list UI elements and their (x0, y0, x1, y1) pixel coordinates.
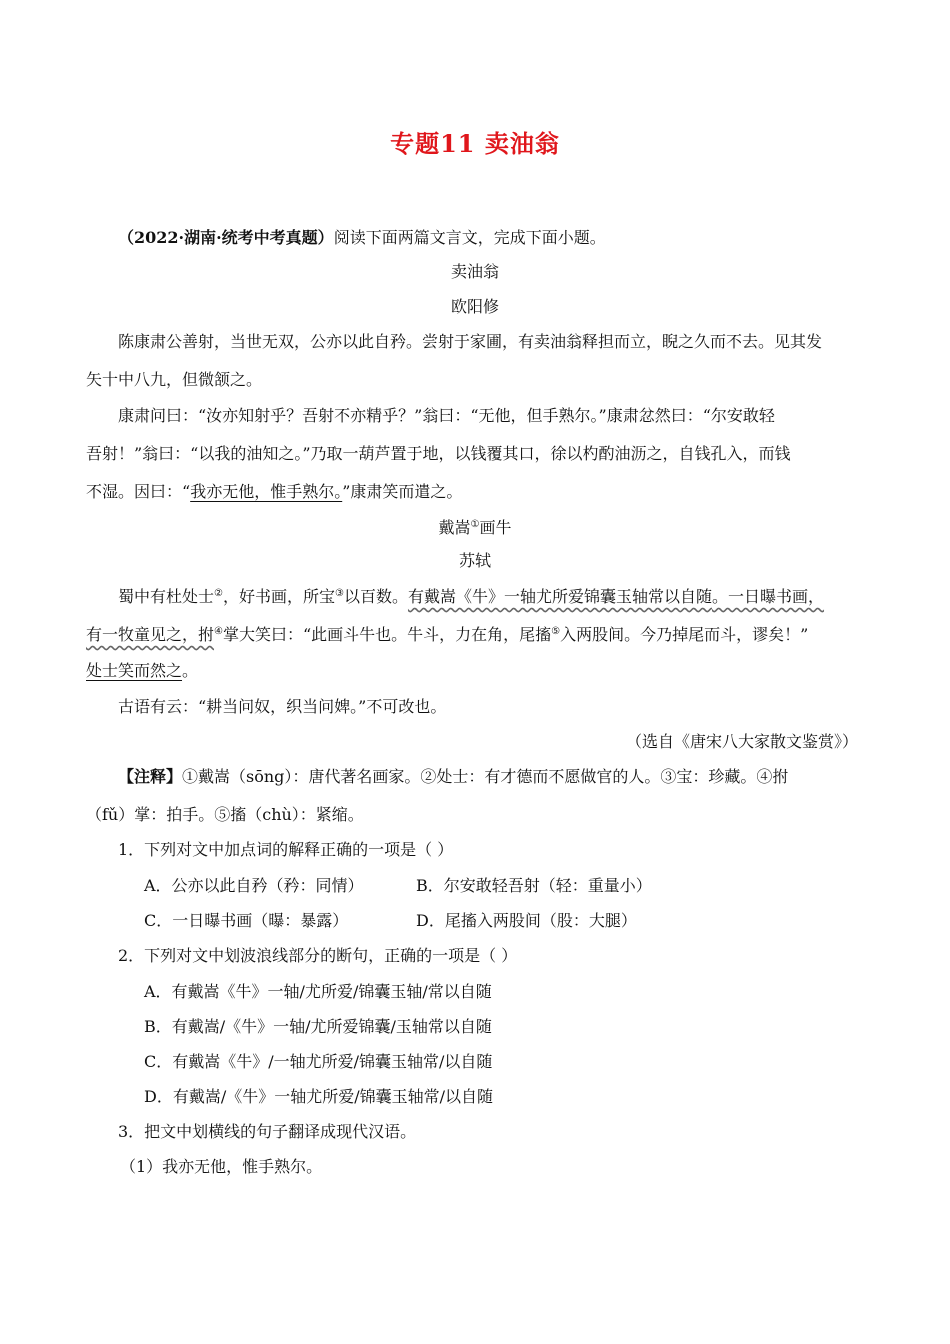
notes-text1: ①戴嵩（sōng）：唐代著名画家。②处士：有才德而不愿做官的人。③宝：珍藏。④拊 (182, 767, 789, 786)
text2-p1-line2 (86, 625, 808, 645)
text2-p1-seg6: 掌大笑曰：“此画斗牛也。牛斗，力在角，尾搐 (222, 625, 552, 644)
text2-p1-seg1: 蜀中有杜处士 (118, 587, 215, 606)
notes-line2: （fǔ）掌：拍手。⑤搐（chù）：紧缩。 (86, 805, 364, 824)
text2-p1-line3 (86, 661, 198, 681)
text1-p2-line3-end: ”康肃笑而遣之。 (342, 482, 463, 501)
text1-p1-line2: 矢十中八九，但微颔之。 (86, 370, 263, 389)
underlined-sentence-1: 我亦无他，惟手熟尔。 (190, 482, 343, 501)
q1-option-a: A．公亦以此自矜（矜：同情） (144, 876, 364, 895)
text1-p2-line3 (86, 482, 462, 502)
footnote-mark-1: ① (470, 519, 480, 530)
question-1: 1．下列对文中加点词的解释正确的一项是（ ） (118, 840, 454, 859)
text2-p2: 古语有云：“耕当问奴，织当问婢。”不可改也。 (118, 697, 447, 716)
page-title: 专题11 卖油翁 (390, 129, 560, 158)
text2-p1-seg7: 入两股间。今乃掉尾而斗，谬矣！” (560, 625, 809, 644)
intro-line (118, 228, 606, 248)
footnote-mark-5: ⑤ (551, 626, 561, 637)
q2-option-a: A．有戴嵩《牛》一轴/尤所爱/锦囊玉轴/常以自随 (144, 982, 492, 1001)
footnote-mark-3: ③ (335, 588, 344, 599)
text2-title (0, 518, 950, 538)
text1-p2-line3-start: 不湿。因曰：“ (86, 482, 191, 501)
text2-p1-line1 (118, 587, 824, 607)
q2-option-d: D．有戴嵩/《牛》一轴尤所爱/锦囊玉轴常/以自随 (144, 1087, 494, 1106)
text2-author: 苏轼 (458, 551, 491, 570)
q2-option-c: C．有戴嵩《牛》/一轴尤所爱/锦囊玉轴常/以自随 (144, 1052, 493, 1071)
q2-option-b: B．有戴嵩/《牛》一轴/尤所爱锦囊/玉轴常以自随 (144, 1017, 492, 1036)
question-3: 3．把文中划横线的句子翻译成现代汉语。 (118, 1122, 417, 1141)
text1-p2-line2: 吾射！”翁曰：“以我的油知之。”乃取一葫芦置于地，以钱覆其口，徐以杓酌油沥之，自钱孔入，而钱 (86, 444, 791, 463)
text1-title: 卖油翁 (450, 262, 499, 281)
text2-p1-seg5: 有一牧童见之，拊 (86, 625, 215, 644)
text2-title-main: 戴嵩 (438, 518, 471, 537)
text2-title-rest: 画牛 (479, 518, 512, 537)
notes-line1 (118, 767, 788, 787)
text1-p2-line1: 康肃问曰：“汝亦知射乎？吾射不亦精乎？”翁曰：“无他，但手熟尔。”康肃忿然曰：“尔安敢轻 (118, 406, 775, 425)
footnote-mark-4: ④ (214, 626, 223, 637)
text1-author: 欧阳修 (450, 297, 499, 316)
q1-option-d: D．尾搐入两股间（股：大腿） (416, 911, 637, 930)
text2-p1-line3-end: 。 (182, 661, 199, 680)
q3-item-1: （1）我亦无他，惟手熟尔。 (120, 1157, 323, 1176)
intro-instruction: 阅读下面两篇文言文，完成下面小题。 (333, 228, 606, 247)
text2-p1-seg2: ，好书画，所宝 (222, 587, 335, 606)
question-2: 2．下列对文中划波浪线部分的断句，正确的一项是（ ） (118, 946, 518, 965)
text2-p1-seg4: 。一日曝书画， (712, 587, 825, 606)
text2-p1-seg3: 以百数。 (343, 587, 408, 606)
q1-option-c: C．一日曝书画（曝：暴露） (144, 911, 349, 930)
underlined-sentence-2: 处士笑而然之 (86, 661, 183, 680)
footnote-mark-2: ② (214, 588, 223, 599)
text1-p1-line1: 陈康肃公善射，当世无双，公亦以此自矜。尝射于家圃，有卖油翁释担而立，睨之久而不去。见其发 (118, 332, 823, 351)
text2-source: （选自《唐宋八大家散文鉴赏》） (625, 732, 858, 751)
intro-source: （2022·湖南·统考中考真题） (118, 228, 334, 247)
q1-option-b: B．尔安敢轻吾射（轻：重量小） (416, 876, 652, 895)
wavy-underlined-sentence: 有戴嵩《牛》一轴尤所爱锦囊玉轴常以自随 (407, 587, 712, 606)
notes-label: 【注释】 (118, 767, 183, 786)
